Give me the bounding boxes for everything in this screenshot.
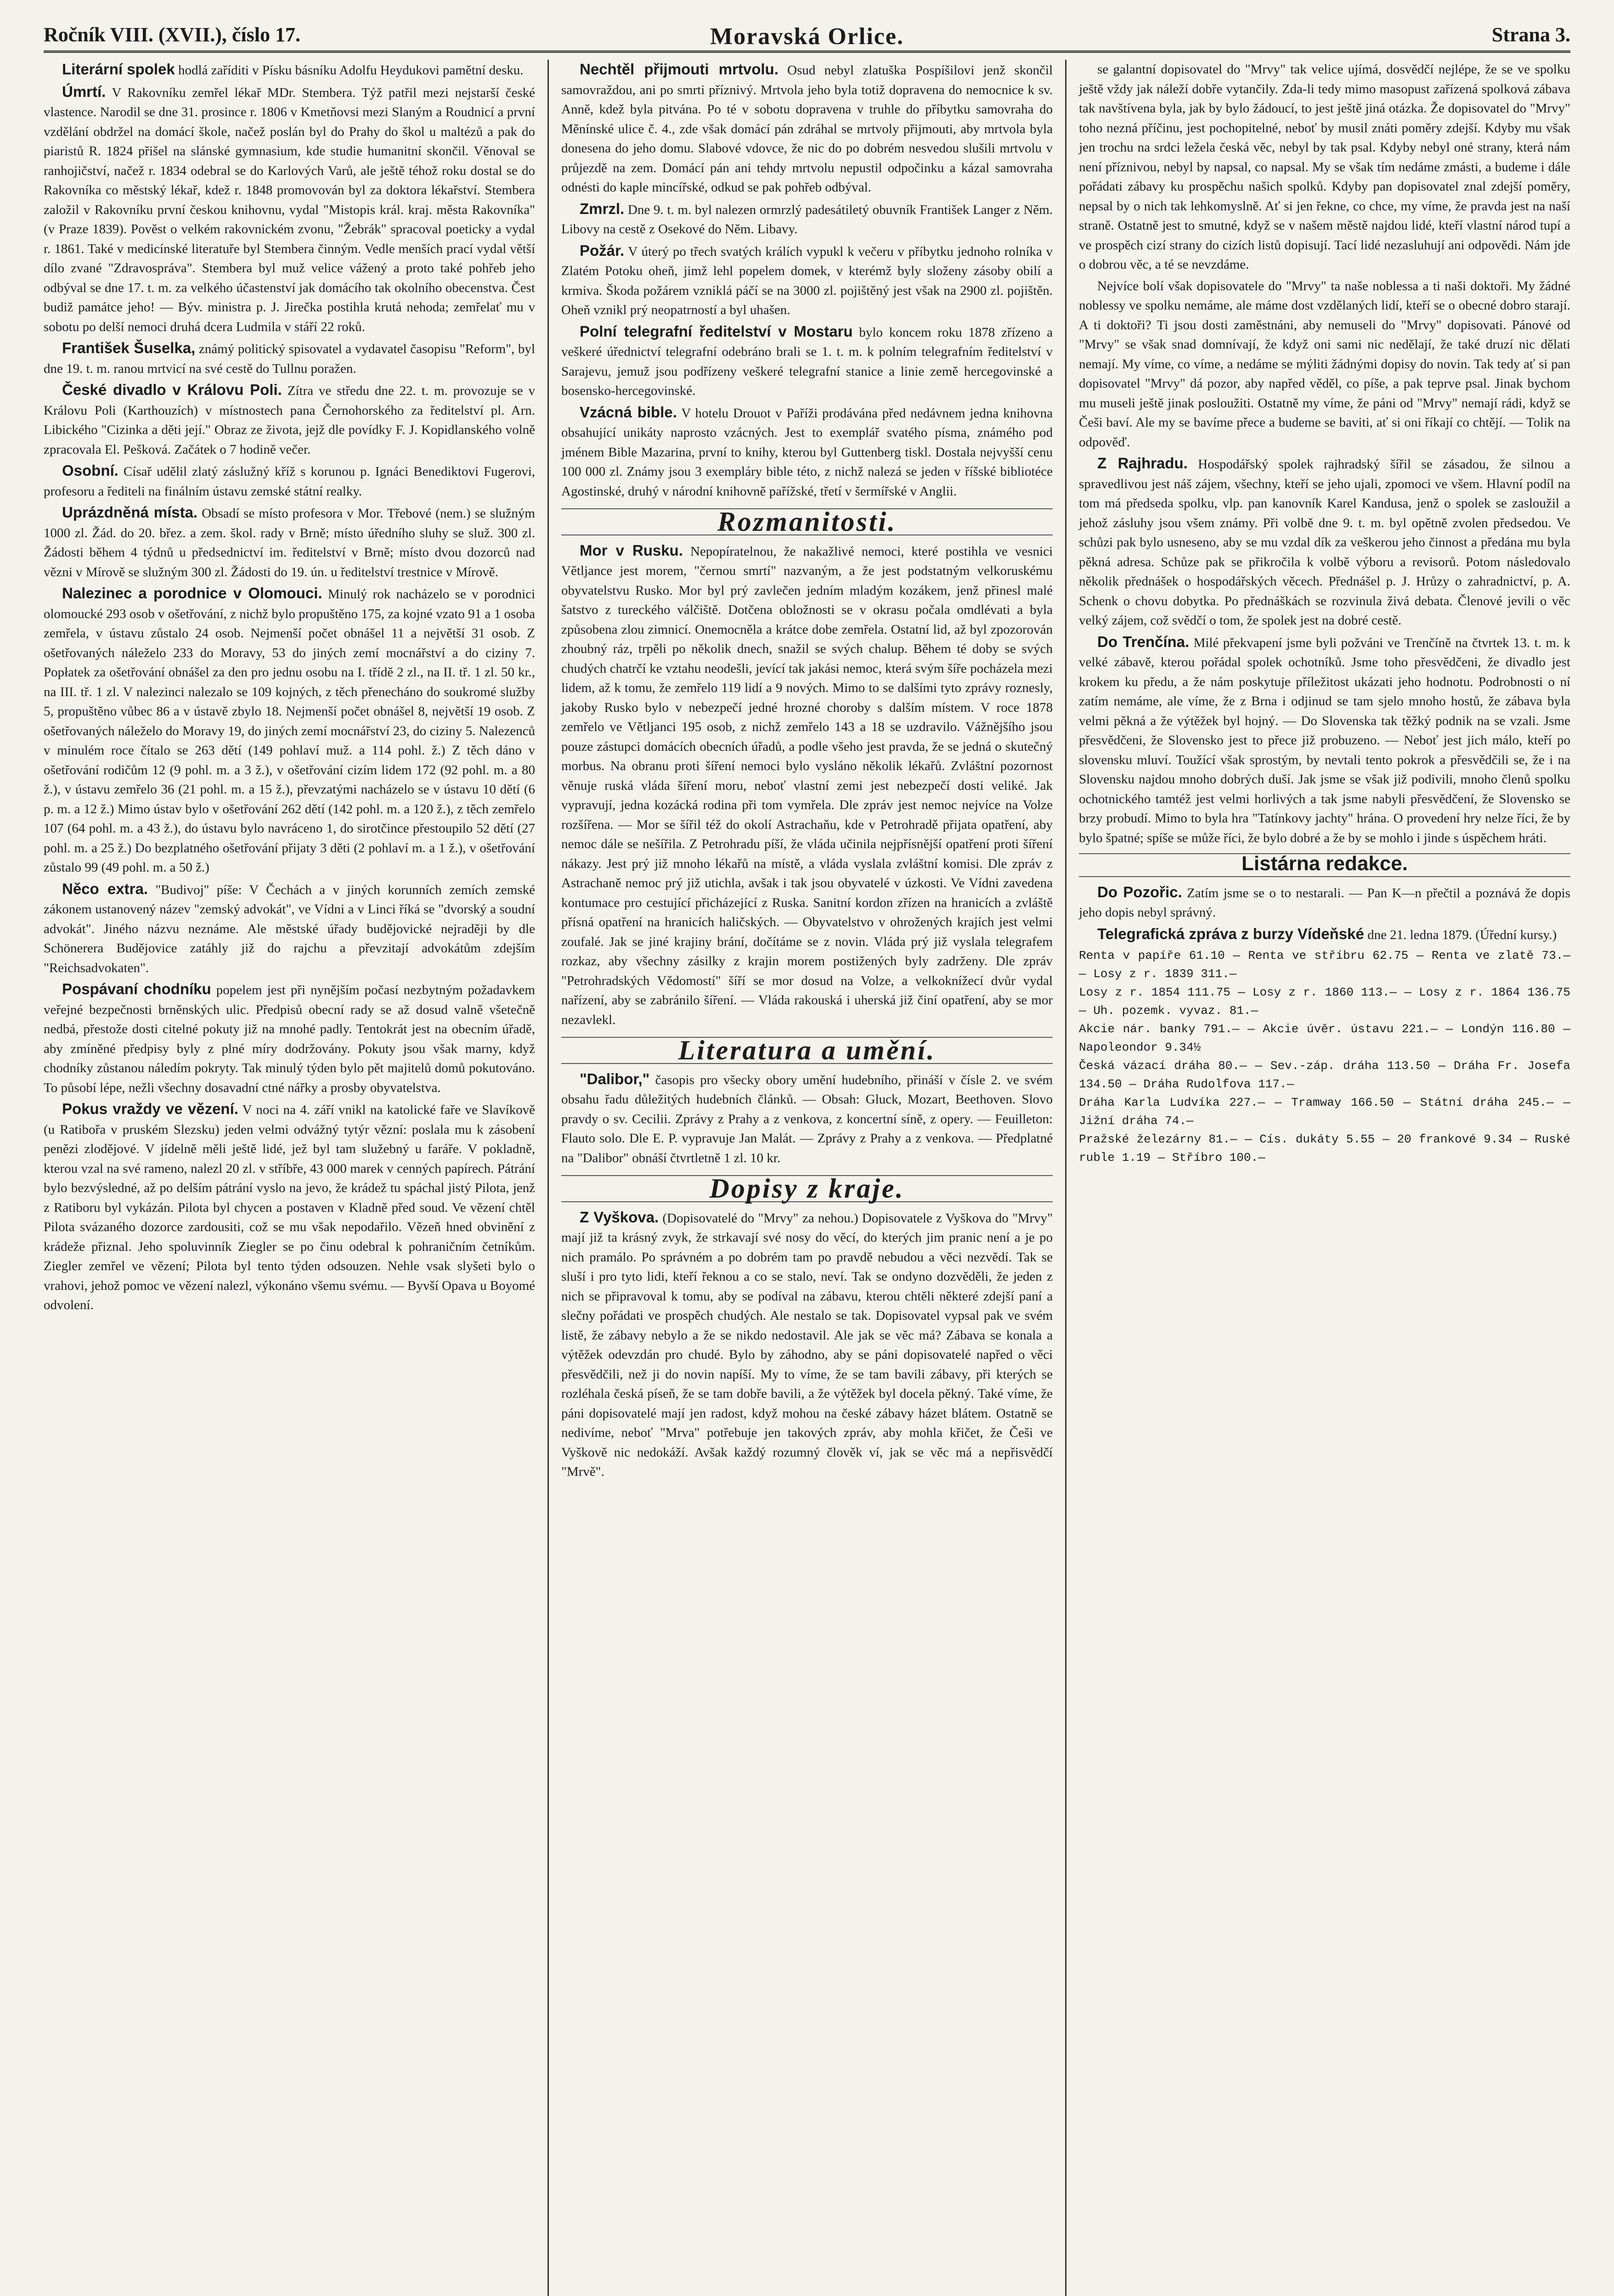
article-title: Listárna redakce. [1242,852,1408,875]
article-body: V Rakovníku zemřel lékař MDr. Stembera. Týž patřil mezi nejstarší české vlastence. Narodil se dne 31. prosince r. 1806 v Kmetňovsi mezi Slaným a Roudnicí a první vzdělání obdržel na domácí škole, načež poslán byl do Prahy do škol u maltézů a pak do piaristů R. 1824 přišel na slánské gymnasium, kde studie humanitní skončil. Věnoval se ranhojičství, načež r. 1834 odebral se do Karlových Varů, ale ještě téhož roku dostal se do Rakovníka co městský lékař, kdež r. 1848 promovován byl za doktora lékařství. Stembera založil v Rakovníku první českou knihovnu, vydal "Mistopis král. kraj. města Rakovníka" (v Praze 1839). Pověst o velkém rakovnickém zvonu, "Žebrák" spracoval poeticky a vydal r. 1861. Také v medicínské literatuře byl Stembera činným. Vedle menších prací vydal větší dílo zvané "Zdravospráva". Stembera byl muž velice vážený a proto také pohřeb jeho odbýval se dne 17. t. m. za velkého účastenství jak domácího tak okolního obecenstva. Čest budiž památce jeho! — Býv. ministra p. J. Jirečka postihla krutá nehoda; zemřelať mu v sobotu po delší nemoci druhá dcera Ludmila v stáří 22 roků. [44,85,535,334]
article-title: Literární spolek [62,61,175,78]
article-title: Nalezinec a porodnice v Olomouci. [62,585,322,602]
article-body: Císař udělil zlatý záslužný kříž s korunou p. Ignáci Benediktovi Fugerovi, profesoru a řediteli na finálním ústavu zemské státní realky. [44,464,536,499]
quote-line: Česká vázací dráha 80.— — Sev.-záp. dráha 113.50 — Dráha Fr. Josefa 134.50 — Dráha Rudolfova 117.— [1079,1059,1578,1091]
article [44,461,535,501]
article [1079,924,1570,945]
column-2 [561,60,1053,2296]
article-title: České divadlo v Královu Poli. [62,381,282,398]
article-body: V úterý po třech svatých králích vypukl k večeru v příbytku jednoho rolníka v Zlatém Potoku oheň, jimž lehl popelem domek, v kterémž byly složeny zásoby obilí a krmiva. Škoda požárem vzniklá páčí se na 3000 zl. pojištěný jest však na 2900 zl. pojištěn. Oheň vznikl prý neopatrností a byl uhašen. [561,244,1053,317]
article-body: Nepopíratelnou, že nakažlivé nemoci, které postihla ve vesnici Větljance jest morem, "černou smrtí" nazvaným, a že jest podstatným velkoruskému obyvatelstvu Rusko. Mor byl prý zavlečen jedním mladým kozákem, jenž přinesl malé šatstvo z tureckého válčiště. Dotčena obložnosti se v okrasu počala omdlévati a byla způsobena zlou zimnicí. Onemocněla a krátce dobe zemřela. Ostatní lid, až byl zpozorován zhoubný ráz, trpěli po několik dnech, snažil se svých chalup. Během té doby se svých chudých chatrčí ke vztahu neodešli, jevící tak jakási nemoc, která svým šíře pocházela mezi lidem, až k tomu, že zemřelo 119 lidí a 9 nových. Mimo to se dalšími tyto zprávy roznesly, jakoby Rusko bylo v nebezpečí jedné hrozné choroby s dalším místem. V roce 1878 zemřelo ve Větljanci 195 osob, z nichž zemřelo 143 a 18 se uzdravilo. Vážnějšího jsou pouze zástupci domácích obecních úřadů, a podle všeho jest pravda, že se jedná o skutečný morbus. Na obranu proti šíření nemoci bylo vysláno několik lékařů. Zvláštní pozornost věnuje ruská vláda šíření moru, neboť vlastní zemi jest nebezpečí dosti veliké. Jak vypravují, jedna kozácká rodina při tom vymřela. Dle zpráv jest nemoc nejvíce na Volze rozšířena. — Mor se šířil též do okolí Astrachaňu, kde v Petrohradě přijata opatření, aby nemoc dále se nešířila. Z Petrohradu píší, že vláda učinila nejpřísnější opatření proti šíření nákazy. Jest prý již mnoho lékařů na místě, a vláda vyslala zvláštní komisi. Dle zpráv z Astrachaně nemoc prý již utichla, avšak i tak jsou obyvatelé v úzkosti. Ve Vídni zavedena kontumace pro cestující přicházející z Ruska. Sanitní kordon zřízen na hranicích a zvláště přísná opatření na hranicích haličských. — Obyvatelstvo v ohrožených krajích jest velmi zoufalé. Jak se jiné krajiny brání, dočítáme se z novin. Vláda prý již vyslala telegrafem rozkaz, aby všechny zásilky z krajin morem postižených byly zadrženy. Dle zpráv "Petrohradských Vědomostí" šíří se mor dosud na Volze, a velkoknížecí dvůr vydal nařízení, aby se zabránilo šíření. — Vláda rakouská i uherská již činí opatření, aby se mor nezavlekl. [561,544,1053,1027]
article [44,380,535,459]
column-divider [1065,60,1067,2296]
article-body: Obsadí se místo profesora v Mor. Třebové (nem.) se služným 1000 zl. Žád. do 20. břez. a zem. škol. rady v Brně; místo úředního sluhy se služ. 300 zl. Žádosti během 4 týdnů u předsednictví im. ředitelství v Brně; místo dvou dozorců nad vězni v Mírově se služným 300 zl. Žádosti do 19. ún. u ředitelství trestnice v Mírově. [44,506,535,580]
article-body: se galantní dopisovatel do "Mrvy" tak velice ujímá, dosvědčí nejlépe, že se ve spolku ještě vždy jak náleží dobře vytančily. Zda-li tedy mimo masopust zařízená spolková zábava tak navštívena byla, jak by bylo žádoucí, to jest ještě jiná otázka. Že dopisovatel do "Mrvy" toho nezná příčinu, jest pochopitelné, neboť by musil znáti poměry zdejší. Kdyby mu však jen trochu na srdci ležela česká věc, nebyl by tak psal. Kdyby nebyl oné strany, která nám není příznivou, nebyl by napsal, co napsal. My se však tím nedáme zmásti, a budeme i dále pořádati zábavy ku prospěchu našich spolků. Kdyby pan dopisovatel znal zdejší poměry, nepsal by o nich tak lehkomyslně. Ať si jen řekne, co chce, my víme, že pravda jest na naší straně. Ostatně jest to smutné, když se v našem městě najdou lidé, kteří vlastní národ tupí a ve prospěch cizí strany do cizích listů dopisují. Tací lidé nezasluhují ani odpovědi. Nám jde o dobrou věc, a té se nevzdáme. [1079,62,1570,272]
article [1079,883,1570,923]
quote-line: Pražské železárny 81.— — Cís. dukáty 5.55 — 20 frankové 9.34 — Ruské ruble 1.19 — Stříbro 100.— [1079,1132,1578,1165]
article-title: František Šuselka, [62,339,196,356]
quote-line: Akcie nár. banky 791.— — Akcie úvěr. ústavu 221.— — Londýn 116.80 — Napoleondor 9.34½ [1079,1022,1578,1054]
article [44,979,535,1097]
article-title: Z Vyškova. [580,1208,659,1226]
article-body: Zítra ve středu dne 22. t. m. provozuje se v Královu Poli (Karthouzích) v místnostech pana Černohorského za ředitelství pl. Arn. Libického "Cizinka a děti její." Obraz ze života, jejž dle povídky F. J. Kopidlanského volně zpracovala El. Pešková. Začátek o 7 hodině večer. [44,383,536,457]
section-heading: Literatura a umění. [561,1037,1053,1064]
article-body: dne 21. ledna 1879. (Úřední kursy.) [1367,927,1557,942]
article-title: Pospávaní chodníku [62,980,211,997]
stock-quotes [1079,946,1578,1167]
page-header [44,18,1570,53]
article-title: Do Pozořic. [1097,883,1182,900]
section-heading: Rozmanitosti. [561,508,1053,535]
article-title: Polní telegrafní ředitelství v Mostaru [580,322,853,340]
article [44,1099,535,1315]
article-title: Osobní. [62,462,119,479]
quote-line: Losy z r. 1854 111.75 — Losy z r. 1860 113.— — Losy z r. 1864 136.75 — Uh. pozemk. vyvaz. 81.— [1079,985,1578,1018]
article-body: Osud nebyl zlatuška Pospíšilovi jenž skončil samovraždou, ani po smrti příznivý. Mrtvola jeho byla totiž dopravena do nemocnice k sv. Anně, kdež byla pitvána. Po té v sobotu dopravena v truhle do příbytku samovraha do Měnínské ulice č. 4., zde však domácí pán zdráhal se mrtvoly přijmouti, aby mrtvola byla donesena do jeho domu. Slabové vdovce, že nic do po dobrém nesvedou slušili mrtvolu v průjezdě na zem. Domácí pán ani tehdy mrtvolu nepustil odpočinku a kázal samovraha odnésti do kaple mincířské, odkud se pak pohřeb odbýval. [561,63,1053,195]
article [561,1069,1053,1168]
article-title: Vzácná bible. [580,403,677,421]
column-divider [547,60,549,2296]
article-title: Z Rajhradu. [1097,455,1188,472]
quote-line: Renta v papíře 61.10 — Renta ve stříbru 62.75 — Renta ve zlatě 73.— — Losy z r. 1839 311.— [1079,949,1578,981]
article [1079,276,1570,452]
article-body: časopis pro všecky obory umění hudebního, přináší v čísle 2. ve svém obsahu řadu důležitých hudebních článků. — Obsah: Gluck, Mozart, Beethoven. Slovo pravdy o sv. Cecilii. Zprávy z Prahy a z venkova, z koncertní síně, z opery. — Feuilleton: Flauto solo. Dle E. P. vypravuje Jan Malát. — Zprávy z Prahy a z venkova. — Předplatné na "Dalibor" obnáší čtvrtletně 1 zl. 10 kr. [561,1072,1053,1165]
article-body: Hospodářský spolek rajhradský šířil se zásadou, že silnou a spravedlivou jest náš zájem, všechny, kteří se jeho ujali, zpomoci ve všem. Hlavní podíl na tom má předseda spolku, vlp. pan kanovník Karel Kandusa, jenž o spolek se zasloužil a jehož zásluhy jsou všem známy. Při volbě dne 9. t. m. byl opětně zvolen předsedou. Ve schůzi pak bylo usneseno, aby se mu vzdal dík za veškerou jeho činnost a předána mu byla pěkná adresa. Schůze pak se přikročila k volbě výboru a revisorů. Potom následovalo několik přednášek o hospodářských věcech. Přednášel p. J. Hrůzy o zahradnictví, p. A. Schenk o chovu dobytka. Po přednáškách se rozvinula živá debata. Členové jevili o věc velký zájem, což svědčí o tom, že spolek jest na dobré cestě. [1079,457,1570,628]
article-body: Minulý rok nacházelo se v porodnici olomoucké 293 osob v ošetřování, z nichž bylo propuštěno 175, za kojné vzato 91 a 1 osoba zemřela, v ústavu zůstalo 24 osob. Nejmenší počet obnášel 11 a největší 31 osob. Z ošetřovaných náleželo 233 do Moravy, 53 do jiných zemí mocnářství a do ciziny 7. Popłatek za ošetřování obnášel za den pro jednu osobu na I. třídě 2 zl., na II. tř. 1 zl. 50 kr., na III. tř. 1 zl. V nalezinci nalezalo se 109 kojných, z těch přenecháno do soukromé služby 5, propuštěno vůbec 86 a v ústavě zbylo 18. Nejmenší počet obnášel 8, největší 19 osob. Z ošetřovaných náleželo do Moravy 19, do jiných zemí mocnářství 23, do ciziny 5. Nalezenců v minulém roce čítalo se 263 dětí (149 pohlaví muž. a 114 pohl. ž.) Z těch dáno v ošetřování rodičům 12 (9 pohl. m. a 3 ž.), v ošetřování cizím lidem 172 (92 pohl. m. a 80 ž.), v ústavu zemřelo 36 (21 pohl. m. a 15 ž.), převzatými nacházelo se v ústavu 10 dětí (6 p. m. a 12 ž.) Mimo ústav bylo v ošetřování 262 dětí (142 pohl. m. a 120 ž.), z těch zemřelo 107 (64 pohl. m. a 43 ž.), do ústavu bylo navráceno 1, do sirotčince přestoupilo 52 dětí (27 pohl. m. a 25 ž.) Do bezplatného ošetřování přijaty 3 děti (2 pohlaví m. a 1 ž.), v ošetřování zůstalo 99 (49 pohl. m. a 50 ž.) [44,587,536,875]
article [561,199,1053,239]
article-body: Dne 9. t. m. byl nalezen ormrzlý padesátiletý obuvník František Langer z Něm. Libovy na cestě z Osekové do Něm. Libavy. [561,202,1053,236]
article-title: Zmrzl. [580,200,625,217]
article [1079,853,1570,877]
article [561,1208,1053,1482]
article [1079,632,1570,848]
article [44,584,535,878]
article-title: Pokus vraždy ve vězení. [62,1100,238,1117]
issue-info: Ročník VIII. (XVII.), číslo 17. [44,23,301,46]
article-title: Uprázdněná místa. [62,504,198,521]
article-title: Něco extra. [62,880,148,897]
article-body: (Dopisovatelé do "Mrvy" za nehou.) Dopisovatele z Vyškova do "Mrvy" mají již ta krásný zvyk, že strkavají své nosy do věcí, do kterých jim pranic není a je po nich pramálo. Po správném a po dobrém tam po pravdě nebudou a věci nezvědí. Tak se sluší i pro tyto lidi, kteří řeknou a co se stalo, neví. Tak se ondyno dozvěděli, že jeden z nich se připravoval k tomu, aby se podíval na zábavu, kterou chtěli některé zdejší paní a slečny pořádati ve prospěch chudých. Ale nestalo se tak. Dopisovatel vypsal pak ve svém listě, že zábavy nebylo a že se nikdo nedostavil. Ale jak se věc má? Zábava se konala a výtěžek odevzdán pro chudé. Bylo by záhodno, aby se páni dopisovatelé napřed o věci přesvědčili, než ji do novin napíší. My to víme, že se tam bavili zábavy, při kterých se rozléhala česká píseň, že se tam dobře bavili, a že výtěžek byl docela pěkný. Také víme, že páni dopisovatelé mají jen radost, když mohou na české zábavy házet blátem. Ostatně se nedivíme, neboť "Mrva" potřebuje jen takových zpráv, aby mohla křičet, že Češi ve Vyškově nic nedokáží. Avšak každý rozumný člověk ví, jak se věc má a nepřisvědčí "Mrvě". [561,1210,1053,1479]
article [44,60,535,80]
article [561,322,1053,401]
article [44,338,535,378]
article-body: bylo koncem roku 1878 zřízeno a veškeré úřednictví telegrafní odebráno brali se 1. t. m. k polním telegrafním ředitelství v Sarajevu, jemuž jsou podřízeny veškeré telegrafní stanice a linie země hercegovinské a bosensko-hercegovinské. [561,325,1053,398]
article [561,541,1053,1030]
article [1079,60,1570,275]
article-title: Telegrafická zpráva z burzy Vídeňské [1097,925,1364,942]
article-body: popelem jest při nynějším počasí nezbytným požadavkem veřejné bezpečnosti brněnských ulic. Předpisů obecní rady se až dosud valně všetečně nedbá, přestože dosti citelné pokuty již na mnohé padly. Tentokrát jest na obecním úřadě, aby zmíněné předpisy byly z plné míry dodržovány. Pokuty jsou však marny, když chodníky zůstanou náledím pokryty. Tak minulý týden bylo pět majitelů domů pokutováno. To působí lépe, nežli všechny dosavadní ctné nářky a prosby obyvatelstva. [44,983,535,1095]
article [44,879,535,978]
article-body: V noci na 4. září vnikl na katolické faře ve Slavíkově (u Ratibořa v pruském Slezsku) jeden velmi odvážný tytýr vězní: poslala mu k zásobení penězi zlodějové. V jídelně měli ještě lidé, jež byl tam služebný u faráře. V pokladně, kterou vzal na své rameno, nalezl 20 zl. v stříbře, 43 000 marek v cenných papírech. Pátrání bylo bezvýsledné, až po delším pátrání vyslo na jevo, že krádež tu spáchal jistý Pilota, jenž z Ratiboru byl vykázán. Pilota byl chycen a postaven v Kladně před soud. Ve vězení chtěl Pilota svázaného dozorce zardousiti, což se mu však nepodařilo. Vězeň hned obvinění z krádeže přiznal. Jeho spoluvinník Ziegler se po činu odebral k pohraničním četníkům. Ziegler zemřel ve vězení; Pilota byl tento týden odsouzen. Nehle vsak slyšeti bylo o vrahovi, jehož pomoc ve vězení nalezl, výkonáno všemu svému. — Byvší Opava u Boyomé odvolení. [44,1103,535,1312]
article-title: Úmrtí. [62,83,106,100]
column-3 [1079,60,1578,2296]
article-body: hodlá zaříditi v Písku básníku Adolfu Heydukovi pamětní desku. [178,63,524,78]
article [561,403,1053,501]
article-title: Mor v Rusku. [580,541,683,559]
article-body: známý politický spisovatel a vydavatel časopisu "Reform", byl dne 19. t. m. ranou mrtvicí na své cestě do Tullnu poražen. [44,342,535,376]
article [1079,454,1570,630]
article [44,82,535,337]
masthead-title: Moravská Orlice. [710,23,904,50]
column-1 [44,60,535,2296]
section-heading: Dopisy z kraje. [561,1175,1053,1202]
article-body: V hotelu Drouot v Paříži prodávána před nedávnem jedna knihovna obsahující unikáty naprosto vzácných. Jest to exemplář svatého písma, známého pod jménem Bible Mazarina, první to knihy, kterou byl Guttenberg tiskl. Dostala nejvyšší cenu 100 000 zl. Známy jsou 3 exempláry bible této, z nichž nalezá se jeden v říšské bibliotéce Agostinské, druhý v národní knihovně pařížské, třetí v šermířské v Anglii. [561,405,1053,499]
article-title: Do Trenčína. [1097,633,1190,650]
article-title: Požár. [580,242,625,259]
page-number: Strana 3. [1491,23,1570,46]
article-title: Nechtěl přijmouti mrtvolu. [580,61,779,78]
article-body: Zatím jsme se o to nestarali. — Pan K—n přečtil a poznává že dopis jeho dopis nebyl správný. [1079,885,1571,920]
article-title: "Dalibor," [580,1070,650,1087]
article-body: Milé překvapení jsme byli požváni ve Trenčíně na čtvrtek 13. t. m. k velké zábavě, kterou pořádal spolek ochotníků. Jsme toho přesvědčeni, že divadlo jest krokem ku předu, a že nám poskytuje příležitost ukázati jeho hodnotu. Podrobnosti o ní zatím nemáme, ale víme, že z Brna i odjinud se tam sjelo mnoho hostů, že zábava byla velmi pěkná a že výtěžek byl hojný. — Do Slovenska tak těžký podnik na se vzali. Jsme přesvědčeni, že Slovensko jest to přece již probuzeno. — Neboť jest jich málo, kteří po slovensku mluví. Toužící však sprostým, by nevtali tento pokrok a přesvědčili se, že i na Slovensku najdou mnoho dobrých duší. Jak jsme se však již podivili, mnoho členů spolku ochotnického tamtéž jest velmi horlivých a tak jsme nabyli přesvědčení, že Slovensko se brzy probudí. Mimo to byla hra "Tatínkovy jachty" hrána. O provedení hry nelze říci, že by bylo špatné; spíše se může říci, že bylo dobré a že by se mohlo i jinde s úspěchem hráti. [1079,635,1571,845]
article [561,241,1053,320]
article [561,60,1053,197]
quote-line: Dráha Karla Ludvíka 227.— — Tramway 166.50 — Státní dráha 245.— — Jižní dráha 74.— [1079,1096,1578,1128]
article-body: "Budivoj" píše: V Čechách a v jiných korunních zemích zemské zákonem ustanovený název "zemský advokát", ve Vídni a v Linci říká se "dvorský a soudní advokát". Jiného názvu neznáme. Ale městské úřady budějovické nejraději by dle Schönerera Budějovice zatáhly již do rajchu a převzitají advokátům zdejším "Reichsadvokaten". [44,882,535,975]
article [44,503,535,582]
article-body: Nejvíce bolí však dopisovatele do "Mrvy" ta naše noblessa a ti naši doktoři. My žádné noblessy ve spolku nemáme, ale máme dost vzdělaných lidí, kteří se o obecné dobro starají. A ti doktoři? Ti jsou dosti zaměstnáni, aby nemuseli do "Mrvy" dopisovati. Pánové od "Mrvy" se však snad domnívají, že když oni sami nic nedělají, že také druzí nic dělati nemají. My víme, co víme, a nedáme se mýliti žádnými dopisy do novin. Tak tedy ať si pan dopisovatel "Mrvy" dá pozor, aby napřed věděl, co píše, a pak teprve psal. Jinak bychom mu museli ještě jinak posloužiti. Ostatně my víme, že páni od "Mrvy" nemají rádi, když se Češi baví. Ale my se bavíme přece a budeme se baviti, ať si oni říkají co chtějí. — Tolik na odpověď. [1079,278,1570,450]
